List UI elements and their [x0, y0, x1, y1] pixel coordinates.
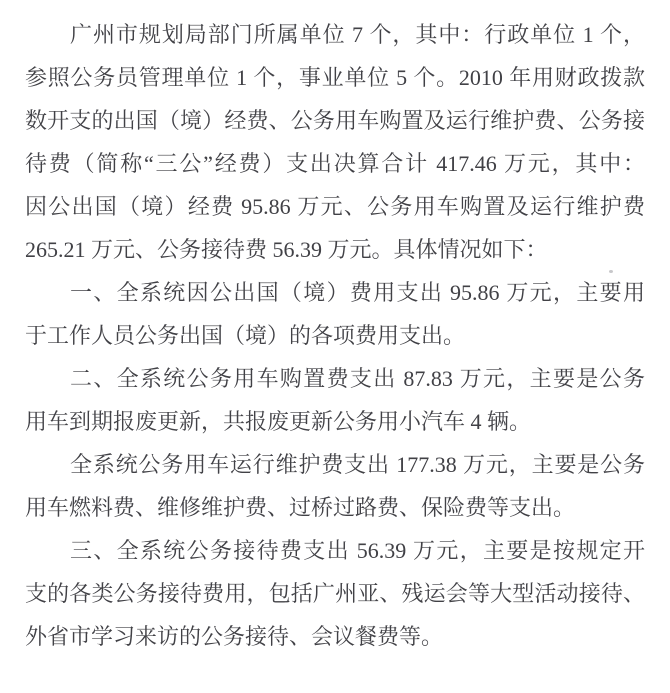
scan-speck [609, 270, 613, 273]
text-line: 参照公务员管理单位 1 个，事业单位 5 个。2010 年用财政拨款 [25, 65, 645, 90]
text-line: 三、全系统公务接待费支出 56.39 万元，主要是按规定开 [70, 538, 645, 563]
text-line: 数开支的出国（境）经费、公务用车购置及运行维护费、公务接 [25, 108, 645, 133]
text-line: 全系统公务用车运行维护费支出 177.38 万元，主要是公务 [70, 452, 645, 477]
text-line: 于工作人员公务出国（境）的各项费用支出。 [25, 323, 466, 348]
text-line: 支的各类公务接待费用，包括广州亚、残运会等大型活动接待、 [25, 581, 645, 606]
text-line: 待费（简称“三公”经费）支出决算合计 417.46 万元，其中： [25, 151, 645, 176]
document-body [25, 13, 645, 658]
text-line: 广州市规划局部门所属单位 7 个，其中：行政单位 1 个， [70, 22, 645, 47]
text-line: 用车到期报废更新，共报废更新公务用小汽车 4 辆。 [25, 409, 532, 434]
text-line: 因公出国（境）经费 95.86 万元、公务用车购置及运行维护费 [25, 194, 645, 219]
text-line: 一、全系统因公出国（境）费用支出 95.86 万元，主要用 [70, 280, 645, 305]
text-line: 二、全系统公务用车购置费支出 87.83 万元，主要是公务 [70, 366, 645, 391]
text-line: 265.21 万元、公务接待费 56.39 万元。具体情况如下： [25, 237, 548, 262]
text-line: 外省市学习来访的公务接待、会议餐费等。 [25, 624, 444, 649]
text-line: 用车燃料费、维修维护费、过桥过路费、保险费等支出。 [25, 495, 576, 520]
